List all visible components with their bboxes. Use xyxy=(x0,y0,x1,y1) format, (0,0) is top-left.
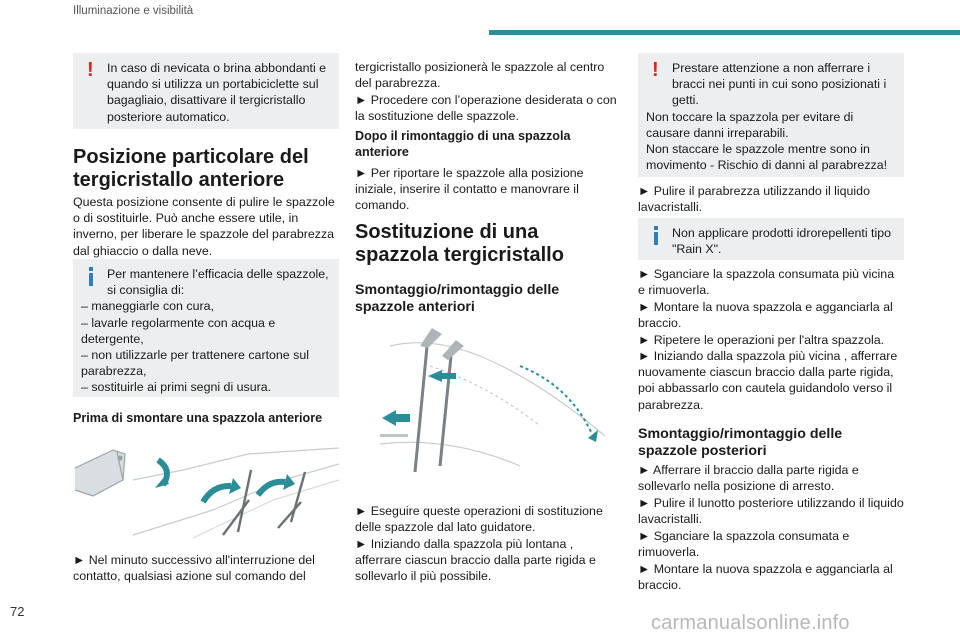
info-text: Non applicare prodotti idrorepellenti tipo "Rain X". xyxy=(672,226,892,257)
step-repeat: ► Ripetere le operazioni per l'altra spazzola. xyxy=(638,333,885,347)
info-box-no-repellent xyxy=(638,218,904,260)
warning-icon: ! xyxy=(87,59,94,81)
info-line: Per mantenere l’efficacia delle spazzole, si consiglia di: xyxy=(107,267,329,298)
step-lift-arms: ► Iniziando dalla spazzola più lontana , afferrare ciascun braccio dalla parte rigida e sollevarlo il più possibile. xyxy=(355,537,596,584)
info-line: – lavarle regolarmente con acqua e detergente, xyxy=(81,315,276,346)
warning-text: In caso di nevicata o brina abbondanti e quando si utilizza un portabiciclette sul bagagliaio, disattivare il tergicristallo posteriore automatico. xyxy=(107,61,327,124)
info-icon xyxy=(654,226,658,245)
step-after-ignition-off: ► Nel minuto successivo all'interruzione del contatto, qualsiasi azione sul comando del xyxy=(73,553,315,584)
warning-line: Non toccare la spazzola per evitare di causare danni irreparabili. xyxy=(646,109,854,140)
info-line: – non utilizzarle per trattenere cartone sul parabrezza, xyxy=(81,348,309,379)
section-title: Illuminazione e visibilità xyxy=(73,5,194,17)
header-accent-bar xyxy=(489,30,960,35)
heading-before-removal: Prima di smontare una spazzola anteriore xyxy=(73,411,323,425)
position-description: Questa posizione consente di pulire le spazzole o di sostituirle. Può anche essere utile, in inverno, per liberare le spazzole del parabrezza dal ghiaccio o dalla neve. xyxy=(73,195,335,258)
step-unhook-blade: ► Sganciare la spazzola consumata più vicina e rimuoverla. xyxy=(638,267,895,298)
warning-icon: ! xyxy=(652,59,659,81)
step-clean-windscreen: ► Pulire il parabrezza utilizzando il liquido lavacristalli. xyxy=(638,184,870,215)
step-return-position: ► Per riportare le spazzole alla posizione iniziale, inserire il contatto e manovrare il comando. xyxy=(355,166,584,213)
step-lift-rear-arm: ► Afferrare il braccio dalla parte rigida e sollevarlo nella posizione di arresto. xyxy=(638,463,859,494)
warning-box-rear-wiper xyxy=(73,53,339,129)
warning-box-handling xyxy=(638,53,904,177)
heading-blade-replacement: Sostituzione di una spazzola tergicristallo xyxy=(355,221,564,266)
info-line: – sostituirle ai primi segni di usura. xyxy=(81,380,272,395)
info-line: – maneggiarle con cura, xyxy=(81,299,214,314)
info-icon xyxy=(89,267,93,286)
paragraph-continued: tergicristallo posizionerà le spazzole al centro del parabrezza. xyxy=(355,60,605,91)
warning-line: Non staccare le spazzole mentre sono in movimento - Rischio di danni al parabrezza! xyxy=(646,142,888,173)
step-driver-side: ► Eseguire queste operazioni di sostituzione delle spazzole dal lato guidatore. xyxy=(355,504,603,535)
step-lower-arms: ► Iniziando dalla spazzola più vicina , afferrare nuovamente ciascun braccio dalla parte rigida, poi abbassarlo con cautela guidandolo verso il parabrezza. xyxy=(638,349,898,412)
heading-rear-blades: Smontaggio/rimontaggio delle spazzole posteriori xyxy=(638,426,843,459)
warning-line: Prestare attenzione a non afferrare i bracci nei punti in cui sono posizionati i getti. xyxy=(672,61,887,108)
front-wiper-illustration xyxy=(370,326,615,476)
heading-front-blades: Smontaggio/rimontaggio delle spazzole anteriori xyxy=(355,282,560,315)
step-clean-rear-window: ► Pulire il lunotto posteriore utilizzando il liquido lavacristalli. xyxy=(638,496,904,527)
step-proceed: ► Procedere con l’operazione desiderata o con la sostituzione delle spazzole. xyxy=(355,93,617,124)
page-number: 72 xyxy=(10,604,25,619)
step-fit-rear-blade: ► Montare la nuova spazzola e agganciarla al braccio. xyxy=(638,562,893,593)
step-unhook-rear-blade: ► Sganciare la spazzola consumata e rimuoverla. xyxy=(638,529,850,560)
step-fit-new-blade: ► Montare la nuova spazzola e agganciarla al braccio. xyxy=(638,300,893,331)
wiper-stalk-illustration xyxy=(73,440,339,540)
heading-particular-position: Posizione particolare del tergicristallo anteriore xyxy=(73,146,309,191)
watermark: carmanualsonline.info xyxy=(651,612,850,634)
heading-after-refit: Dopo il rimontaggio di una spazzola anteriore xyxy=(355,129,571,159)
info-box-blade-care xyxy=(73,259,339,397)
